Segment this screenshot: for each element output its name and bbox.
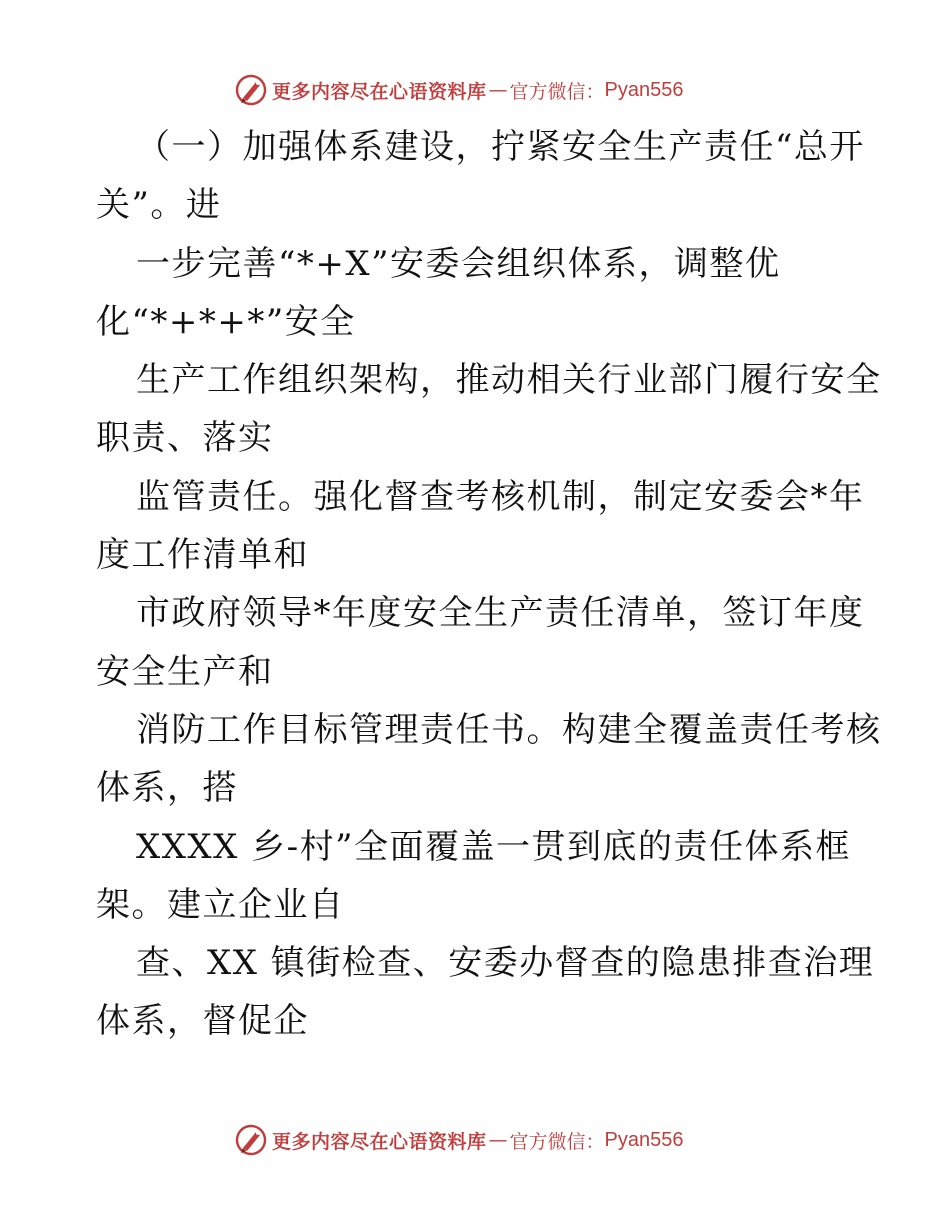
text-line: 化“*+*+*”安全 — [96, 301, 356, 342]
text-line: 消防工作目标管理责任书。构建全覆盖责任考核 — [136, 709, 882, 750]
watermark-label: 官方微信： — [509, 1130, 605, 1153]
text-line: 关”。进 — [96, 185, 222, 226]
watermark-label: 官方微信： — [509, 80, 605, 103]
pen-logo-icon — [234, 1123, 268, 1157]
text-line: 市政府领导*年度安全生产责任清单，签订年度 — [136, 593, 865, 634]
document-body — [96, 118, 882, 1051]
text-line: 体系，督促企 — [96, 1001, 309, 1042]
text-line: 体系，搭 — [96, 768, 238, 809]
text-line: 查、XX 镇街检查、安委办督查的隐患排查治理 — [136, 943, 875, 984]
text-line: 度工作清单和 — [96, 535, 309, 576]
footer-watermark — [234, 1122, 684, 1158]
pen-logo-icon — [234, 73, 268, 107]
header-watermark — [234, 72, 684, 108]
watermark-main-text: 更多内容尽在心语资料库 — [272, 1130, 487, 1153]
text-line: （一）加强体系建设，拧紧安全生产责任“总开 — [136, 127, 865, 167]
watermark-wechat-id: Pyan556 — [604, 1128, 684, 1151]
text-line: XXXX 乡-村”全面覆盖一贯到底的责任体系框 — [136, 826, 851, 867]
watermark-separator: — — [488, 1129, 508, 1151]
watermark-wechat-id: Pyan556 — [604, 78, 684, 101]
watermark-separator: — — [488, 79, 508, 101]
watermark-main-text: 更多内容尽在心语资料库 — [272, 80, 487, 103]
text-line: 职责、落实 — [96, 418, 274, 459]
text-line: 生产工作组织架构，推动相关行业部门履行安全 — [136, 360, 882, 401]
text-line: 安全生产和 — [96, 651, 274, 692]
text-line: 一步完善“*+X”安委会组织体系，调整优 — [136, 243, 781, 284]
text-line: 架。建立企业自 — [96, 884, 345, 925]
text-line: 监管责任。强化督查考核机制，制定安委会*年 — [136, 476, 865, 517]
